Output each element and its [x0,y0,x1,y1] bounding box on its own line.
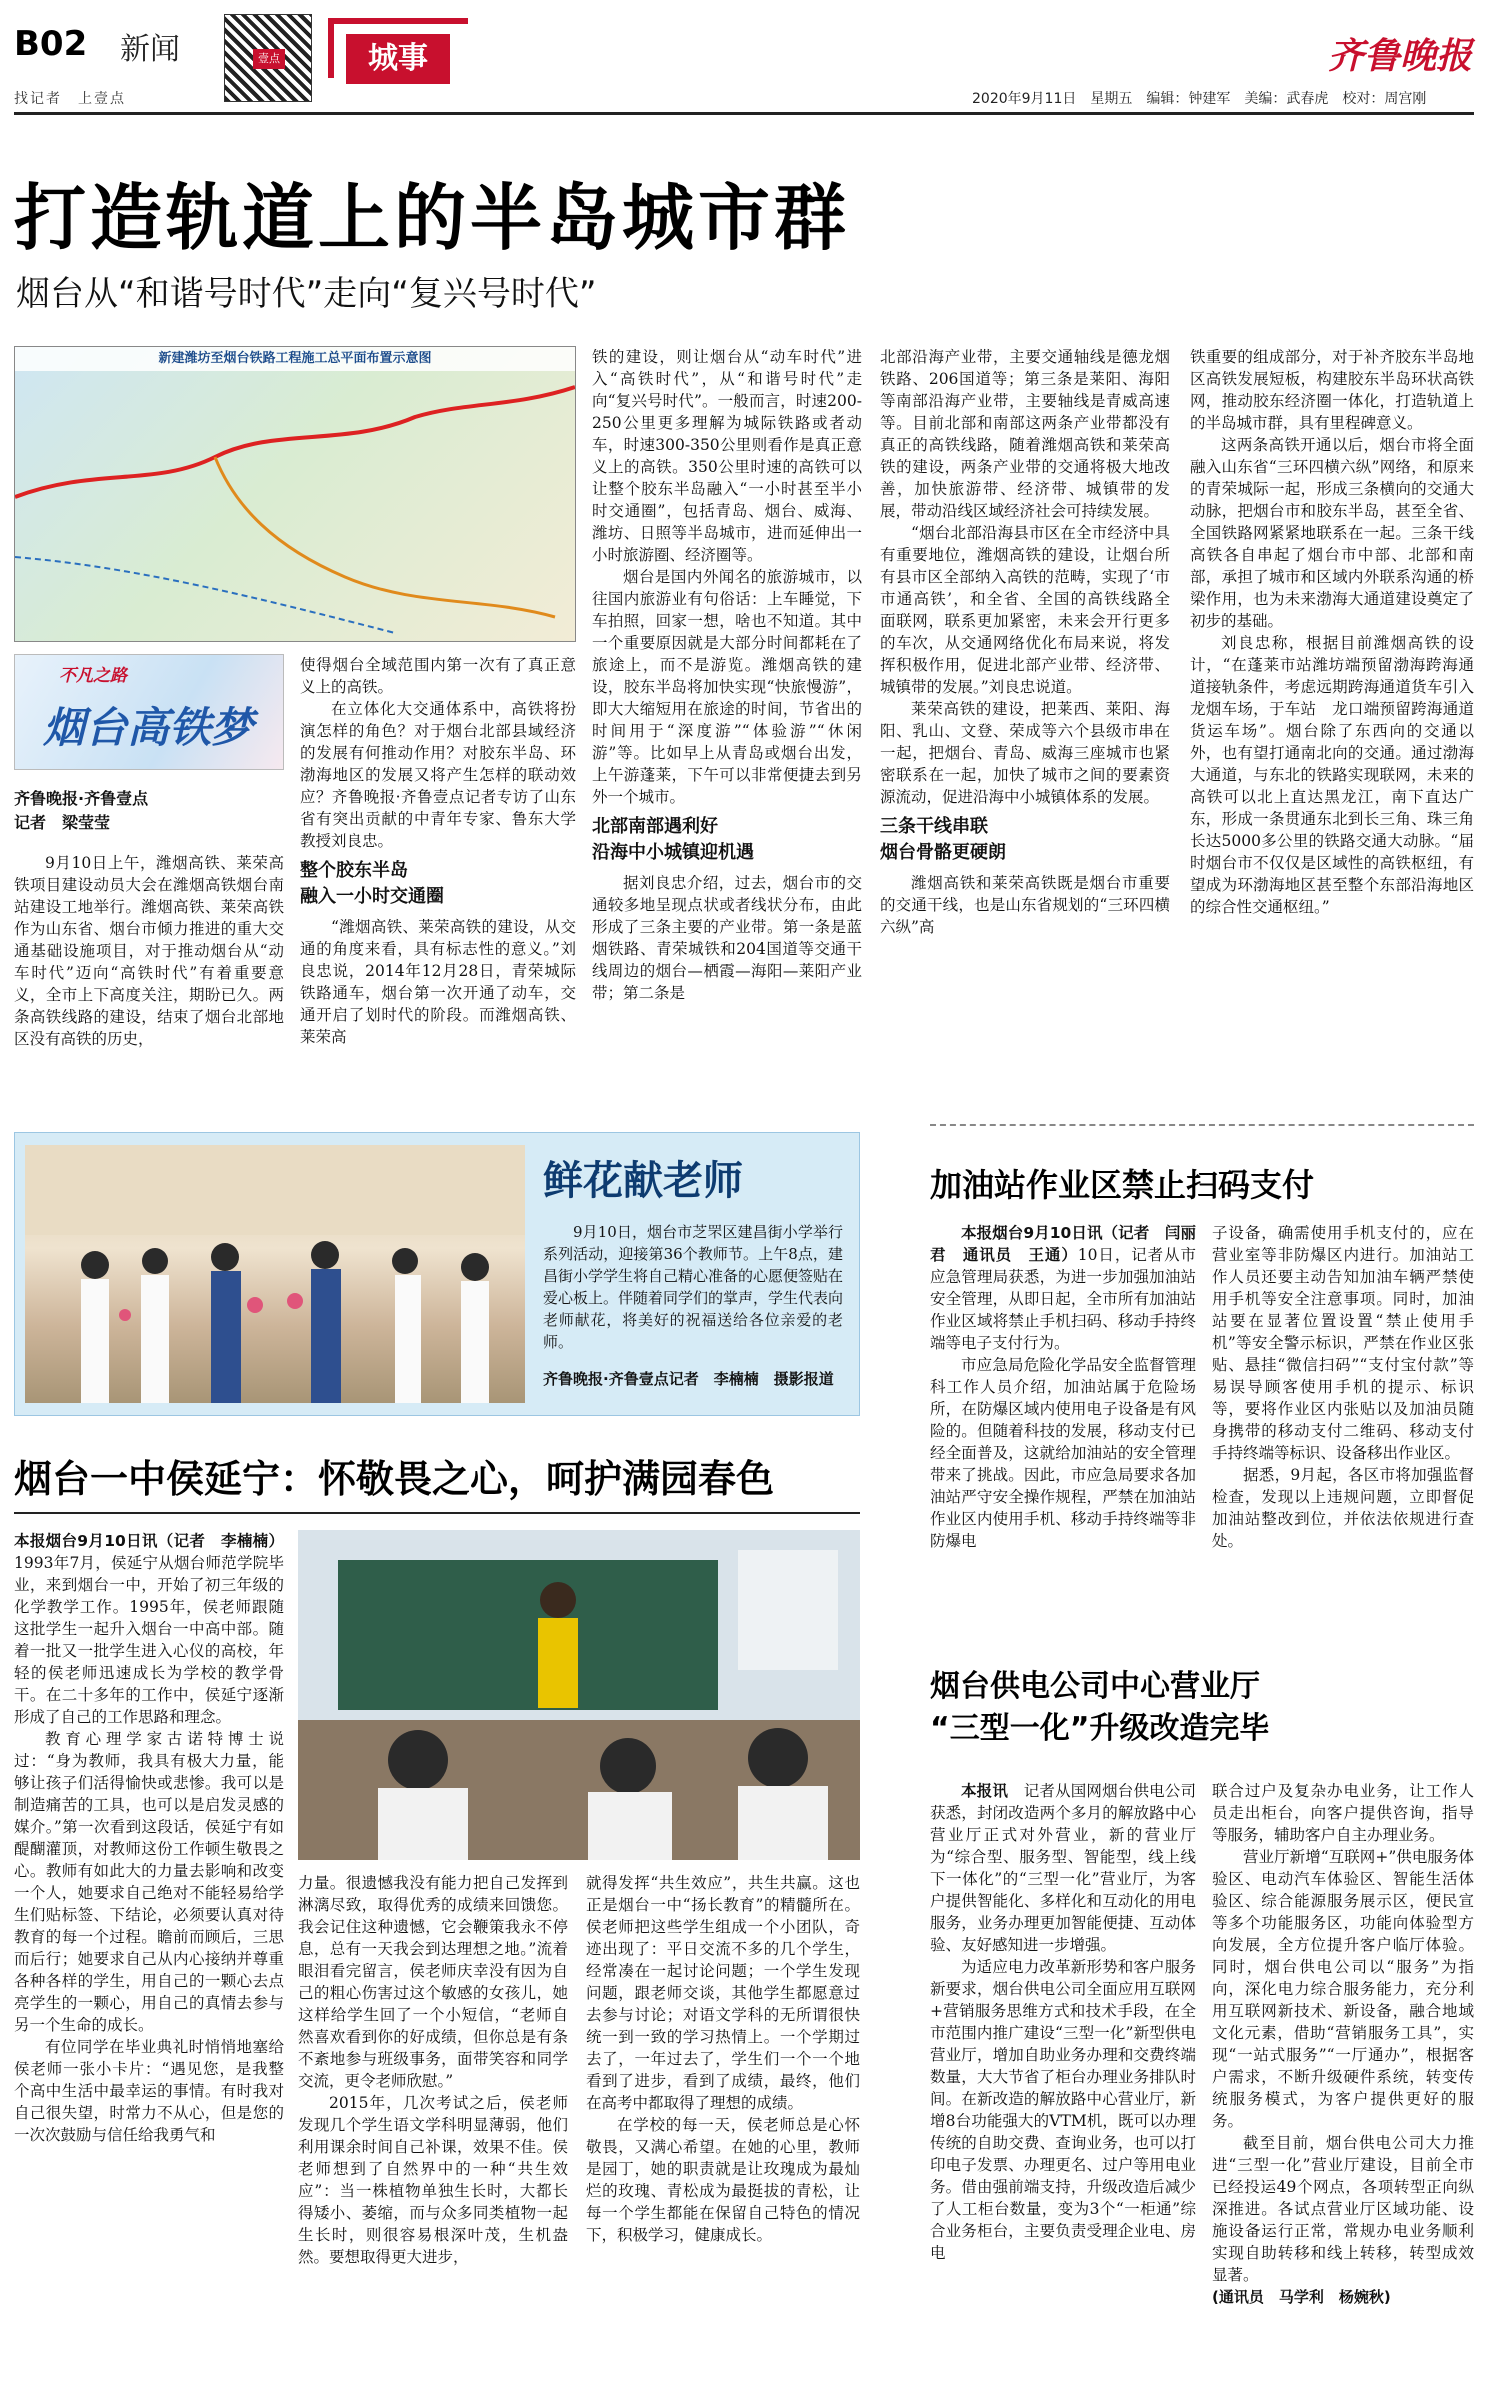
classroom-photo-figures [298,1530,860,1860]
main-col3-p1: 铁的建设，则让烟台从“动车时代”进入“高铁时代”，从“和谐号时代”走向“复兴号时代”。一般而言，时速200-250公里更多理解为城际铁路或者动车，时速300-350公里则看作是真正意义上的高铁。350公里时速的高铁可以让整个胶东半岛融入“一小时甚至半小时交通圈”，包括青岛、烟台、威海、潍坊、日照等半岛城市，进而延伸出一小时旅游圈、经济圈等。 [592,348,862,564]
main-col4-p3: 莱荣高铁的建设，把莱西、莱阳、海阳、乳山、文登、荣成等六个县级市串在一起，把烟台、青岛、威海三座城市也紧密联系在一起，加快了城市之间的要素资源流动，促进沿海中小城镇体系的发展。 [880,700,1170,806]
section-label: 新闻 [120,32,180,67]
main-col4 [880,346,1186,938]
flowers-photo [25,1145,525,1403]
teacher-col2 [298,1872,568,2268]
power-headline-2: “三型一化”升级改造完毕 [930,1711,1270,1746]
power-credit: (通讯员 马学利 杨婉秋) [1212,2288,1391,2306]
main-col4-p2: “烟台北部沿海县市区在全市经济中具有重要地位，潍烟高铁的建设，让烟台所有县市区全部纳入高铁的范畴，实现了‘市市通高铁’，和全省、全国的高铁线路全 面联网，联系更加紧密，未来会开行更多的车次，从交通网络优化布局来说，将发挥积极作用，促进北部产业带、经济带、城镇带的发展。”刘良忠说道。 [880,524,1186,696]
power-col2-p3: 截至目前，烟台供电公司大力推进“三型一化”营业厅建设，目前全市已经投运49个网点，各项转型正向纵深推进。各试点营业厅区域功能、设施设备运行正常，常规办电业务顺利实现自助转移和线上转移，转型成效显著。 [1212,2134,1474,2284]
teacher-col2-p2: 2015年，几次考试之后，侯老师发现几个学生语文学科明显薄弱，他们利用课余时间自己补课，效果不佳。侯老师想到了自然界中的一种“共生效应”：当一株植物单独生长时，大都长得矮小、萎缩，而与众多同类植物一起生长时，则很容易根深叶茂，生机盎然。要想取得更大进步， [298,2094,568,2266]
railway-map [14,346,576,642]
byline-agency: 齐鲁晚报·齐鲁壹点 [14,789,149,808]
subhead-one-hour: 整个胶东半岛 融入一小时交通圈 [300,860,444,907]
power-col2-p2: 营业厅新增“互联网+”供电服务体验区、电动汽车体验区、智能生活体验区、综合能源服务展示区，便民宣等多个功能服务区，功能向体验型方向发展，全方位提升客户临厅体验。同时，烟台供电公司以“服务”为指向，深化电力综合服务能力，充分利用互联网新技术、新设备，融合地域文化元素，借助“营销服务工具”，实现“一站式服务”“一厅通办”，根据客户需求，不断升级硬件系统，转变传统服务模式，为客户提供更好的服务。 [1212,1848,1474,2130]
route-lairong [215,457,555,617]
main-headline: 打造轨道上的半岛城市群 [14,176,851,260]
masthead-slogan: 找记者 上壹点 [14,91,126,107]
qr-code[interactable] [224,14,312,102]
power-col1 [930,1780,1196,2264]
subhead-three-lines: 三条干线串联 烟台骨骼更硬朗 [880,816,1006,863]
teacher-col3-p1: 就得发挥“共生效应”，共生共赢。这也正是烟台一中“扬长教育”的精髓所在。侯老师把这些学生组成一个小团队，奇迹出现了：平日交流不多的几个学生，经常凑在一起讨论问题；一个学生发现问题，跟老师交谈，其他学生都愿意过去参与讨论；对语文学科的无所谓很快统一到一致的学习热情上。一个学期过去了，一年过去了，学生们一个一个地看到了进步，看到了成绩，最终，他们在高考中都取得了理想的成绩。 [586,1874,860,2112]
qr-label: 壹点 [253,49,285,69]
power-headline-1: 烟台供电公司中心营业厅 [930,1669,1260,1704]
main-col1-text: 9月10日上午，潍烟高铁、莱荣高铁项目建设动员大会在潍烟高铁烟台南站建设工地举行。潍烟高铁、莱荣高铁作为山东省、烟台市倾力推进的重大交通基础设施项目，对于推动烟台从“动车时代”迈向“高铁时代”有着重要意义，全市上下高度关注，期盼已久。两条高铁线路的建设，结束了烟台北部地区没有高铁的历史， [14,854,284,1048]
gas-headline: 加油站作业区禁止扫码支付 [930,1166,1315,1204]
gas-col1 [930,1222,1196,1552]
gas-col2 [1212,1222,1474,1552]
masthead-rule [14,112,1474,115]
power-col1-p2: 为适应电力改革新形势和客户服务新要求，烟台供电公司全面应用互联网+营销服务思维方式和技术手段，在全市范围内推广建设“三型一化”新型供电营业厅，增加自助业务办理和交费终端数量，大大节省了柜台办理业务排队时间。在新改造的解放路中心营业厅，新增8台功能强大的VTM机，既可以办理传统的自助交费、查询业务，也可以打印电子发票、办理更名、过户等用电业务。借由强前端支持，升级改造后减少了人工柜台数量，变为3个“一柜通”综合业务柜台，主要负责受理企业电、房电 [930,1958,1196,2262]
gas-lead: 本报烟台9月10日讯（记者 闫丽君 通讯员 王通） [930,1224,1196,1264]
main-col2-p2: 在立体化大交通体系中，高铁将扮演怎样的角色？对于烟台北部县域经济的发展有何推动作用？对胶东半岛、环渤海地区的发展又将产生怎样的联动效应？齐鲁晚报·齐鲁壹点记者专访了山东省有突出贡献的中青年专家、鲁东大学教授刘良忠。 [300,700,576,850]
subhead-north-south: 北部南部遇利好 沿海中小城镇迎机遇 [592,816,754,863]
main-col4-p4: 潍烟高铁和莱荣高铁既是烟台市重要的交通干线，也是山东省规划的“三环四横六纵”高 [880,874,1170,936]
main-col2 [300,654,576,1048]
teacher-col2-p1: 力量。很遗憾我没有能力把自己发挥到淋漓尽致，取得优秀的成绩来回馈您。我会记住这种遗憾，它会鞭策我永不停息，总有一天我会到达理想之地。”流着眼泪看完留言，侯老师庆幸没有因为自己的粗心伤害过这个敏感的女孩儿，她这样给学生回了一个小短信，“老师自然喜欢看到你的好成绩，但你总是有条不紊地参与班级事务，面带笑容和同学交流，更令老师欣慰。” [298,1874,568,2090]
gas-col2-p1: 子设备，确需使用手机支付的，应在营业室等非防爆区内进行。加油站工作人员还要主动告知加油车辆严禁使用手机等安全注意事项。同时，加油站要在显著位置设置“禁止使用手机”等安全警示标识，严禁在作业区张贴、悬挂“微信扫码”“支付宝付款”等易误导顾客使用手机的提示、标识等，要将作业区内张贴以及加油员随身携带的移动支付二维码、移动支付手持终端等标识、设备移出作业区。 [1212,1224,1474,1462]
power-col1-p1 [930,1780,1196,1956]
main-col5-p2: 这两条高铁开通以后，烟台市将全面融入山东省“三环四横六纵”网络，和原来的青荣城际一起，形成三条横向的交通大动脉，把烟台市和胶东半岛，甚至全省、全国铁路网紧紧地联系在一起。三条干线高铁各自串起了烟台市中部、北部和南部，承担了城市和区域内外联系沟通的桥梁作用，也为未来渤海大通道建设奠定了初步的基础。 [1190,436,1474,630]
main-col3-p3: 据刘良忠介绍，过去，烟台市的交通较多地呈现点状或者线状分布，由此形成了三条主要的产业带。第一条是蓝烟铁路、青荣城铁和204国道等交通干线周边的烟台—栖霞—海阳—莱阳产业带；第二条是 [592,874,862,1002]
main-col3 [592,346,862,1004]
main-col2-p1: 使得烟台全域范围内第一次有了真正意义上的高铁。 [300,656,576,696]
byline-reporter: 记者 梁莹莹 [14,813,111,832]
teacher-col3 [586,1872,860,2246]
route-coast [15,557,395,633]
flowers-photo-figures [25,1145,525,1403]
main-col5-p3: 刘良忠称，根据目前潍烟高铁的设计，“在蓬莱市站潍坊端预留渤海跨海通道接轨条件，考虑远期跨海通道货车引入龙烟车场，于车站 龙口端预留跨海通道货运车场”。烟台除了东西向的交通以外，也有望打通南北向的交通。通过渤海大通道，与东北的铁路实现联网，未来的高铁可以北上直达黑龙江，南下直达广东，形成一条贯通东北到长三角、珠三角长达5000多公里的铁路交通大动脉。“届时烟台市不仅仅是区域性的高铁枢纽，有望成为环渤海地区甚至整个东部沿海地区的综合性交通枢纽。” [1190,634,1474,916]
main-col2-p3: “潍烟高铁、莱荣高铁的建设，从交通的角度来看，具有标志性的意义。”刘良忠说，2014年12月28日，青荣城际铁路通车，烟台第一次开通了动车，交通开启了划时代的阶段。而潍烟高铁、莱荣高 [300,918,576,1046]
series-logo [14,654,284,770]
section-divider [930,1124,1474,1126]
teacher-lead: 本报烟台9月10日讯（记者 李楠楠） [14,1532,284,1550]
power-lead: 本报讯 [961,1782,1009,1800]
main-subheadline: 烟台从“和谐号时代”走向“复兴号时代” [16,274,597,314]
gas-col1-p1-text: 10日，记者从市应急管理局获悉，为进一步加强加油站安全管理，从即日起，全市所有加油站作业区域将禁止手机扫码、移动手持终端等电子支付行为。 [930,1246,1196,1352]
series-logo-main: 烟台高铁梦 [43,703,254,752]
map-route-lines [15,347,576,642]
gas-col1-p2: 市应急局危险化学品安全监督管理科工作人员介绍，加油站属于危险场所，在防爆区域内使用电子设备是有风险的。但随着科技的发展，移动支付已经全面普及，这就给加油站的安全管理带来了挑战。因此，市应急局要求各加油站严守安全操作规程，严禁在加油站作业区内使用手机、移动手持终端等非防爆电 [930,1356,1196,1550]
teacher-headline: 烟台一中侯延宁：怀敬畏之心，呵护满园春色 [14,1457,775,1501]
flowers-caption: 9月10日，烟台市芝罘区建昌街小学举行系列活动，迎接第36个教师节。上午8点，建昌街小学学生将自己精心准备的心愿便签贴在爱心板上。伴随着同学们的掌声，学生代表向老师献花，将美好的祝福送给各位亲爱的老师。 [543,1223,844,1351]
teacher-col1-p2: 教育心理学家古诺特博士说过：“身为教师，我具有极大力量，能够让孩子们活得愉快或悲惨。我可以是制造痛苦的工具，也可以是启发灵感的媒介。”第一次看到这段话，侯延宁有如醍醐灌顶，对教师这份工作顿生敬畏之心。教师有如此大的力量去影响和改变一个人，她要求自己绝对不能轻易给学生们贴标签、下结论，必须要认真对待教育的每一个过程。瞻前而顾后，三思而后行；她要求自己从内心接纳并尊重各种各样的学生，用自己的一颗心去点亮学生的一颗心，用自己的真情去参与另一个生命的成长。 [14,1730,284,2034]
power-col1-p1-text: 记者从国网烟台供电公司获悉，封闭改造两个多月的解放路中心营业厅正式对外营业，新的营业厅为“综合型、服务型、智能型，线上线下一体化”的“三型一化”营业厅，为客户提供智能化、多样化和互动化的用电服务，业务办理更加智能便捷、互动体验、友好感知进一步增强。 [930,1782,1196,1954]
teacher-col1-p3: 有位同学在毕业典礼时悄悄地塞给侯老师一张小卡片：“遇见您，是我整个高中生活中最幸运的事情。有时我对自己很失望，时常力不从心，但是您的一次次鼓励与信任给我勇气和 [14,2038,284,2144]
classroom-photo [298,1530,860,1860]
teacher-rule [14,1512,860,1514]
teacher-col1 [14,1530,284,2146]
gas-col2-p2: 据悉，9月起，各区市将加强监督检查，发现以上违规问题，立即督促加油站整改到位，并依法依规进行查处。 [1212,1466,1474,1550]
main-col5-p1: 铁重要的组成部分，对于补齐胶东半岛地区高铁发展短板，构建胶东半岛环状高铁网，推动胶东经济圈一体化，打造轨道上的半岛城市群，具有里程碑意义。 [1190,348,1474,432]
teacher-col1-p1 [14,1530,284,1728]
teacher-col3-p2: 在学校的每一天，侯老师总是心怀敬畏，又满心希望。在她的心里，教师是园丁，她的职责就是让玫瑰成为最灿烂的玫瑰、青松成为最挺拔的青松，让每一个学生都能在保留自己特色的情况下，积极学习，健康成长。 [586,2116,860,2244]
page-number: B02 [14,24,88,64]
power-col2 [1212,1780,1474,2308]
teacher-col1-p1-text: 1993年7月，侯延宁从烟台师范学院毕业，来到烟台一中，开始了初三年级的化学教学工作。1995年，侯老师跟随这批学生一起升入烟台一中高中部。随着一批又一批学生进入心仪的高校，年轻的侯老师迅速成长为学校的教学骨干。在二十多年的工作中，侯延宁逐渐形成了自己的工作思路和理念。 [14,1554,284,1726]
route-weiyan [15,387,575,497]
power-col2-p1: 联合过户及复杂办电业务，让工作人员走出柜台，向客户提供咨询，指导等服务，辅助客户自主办理业务。 [1212,1782,1474,1844]
flowers-box [14,1132,860,1416]
date-line: 2020年9月11日 星期五 编辑：钟建军 美编：武春虎 校对：周宫刚 [972,91,1427,107]
main-col4-p1: 北部沿海产业带，主要交通轴线是德龙烟铁路、206国道等；第三条是莱阳、海阳等南部沿海产业带，主要轴线是青威高速等。目前北部和南部这两条产业带都没有真正的高铁线路，随着潍烟高铁和莱荣高铁的建设，两条产业带的交通将极大地改善，加快旅游带、经济带、城镇带的发展，带动沿线区域经济社会可持续发展。 [880,348,1170,520]
gas-col1-p1 [930,1222,1196,1354]
flowers-credit: 齐鲁晚报·齐鲁壹点记者 李楠楠 摄影报道 [543,1370,834,1388]
flowers-headline: 鲜花献老师 [543,1158,743,1204]
main-col3-p2: 烟台是国内外闻名的旅游城市，以往国内旅游业有句俗话：上车睡觉，下车拍照，回家一想，啥也不知道。其中一个重要原因就是大部分时间都耗在了旅途上，而不是游览。潍烟高铁的建设，胶东半岛将加快实现“快旅慢游”，即大大缩短用在旅途的时间，节省出的时间用于“深度游”“体验游”“休闲游”等。比如早上从青岛或烟台出发，上午游蓬莱，下午可以非常便捷去到另外一个城市。 [592,568,862,806]
main-col5 [1190,346,1474,918]
map-title: 新建潍坊至烟台铁路工程施工总平面布置示意图 [15,347,575,371]
series-logo-top: 不凡之路 [59,666,127,686]
section-badge: 城事 [346,34,450,84]
paper-logo: 齐鲁晚报 [1328,35,1473,77]
